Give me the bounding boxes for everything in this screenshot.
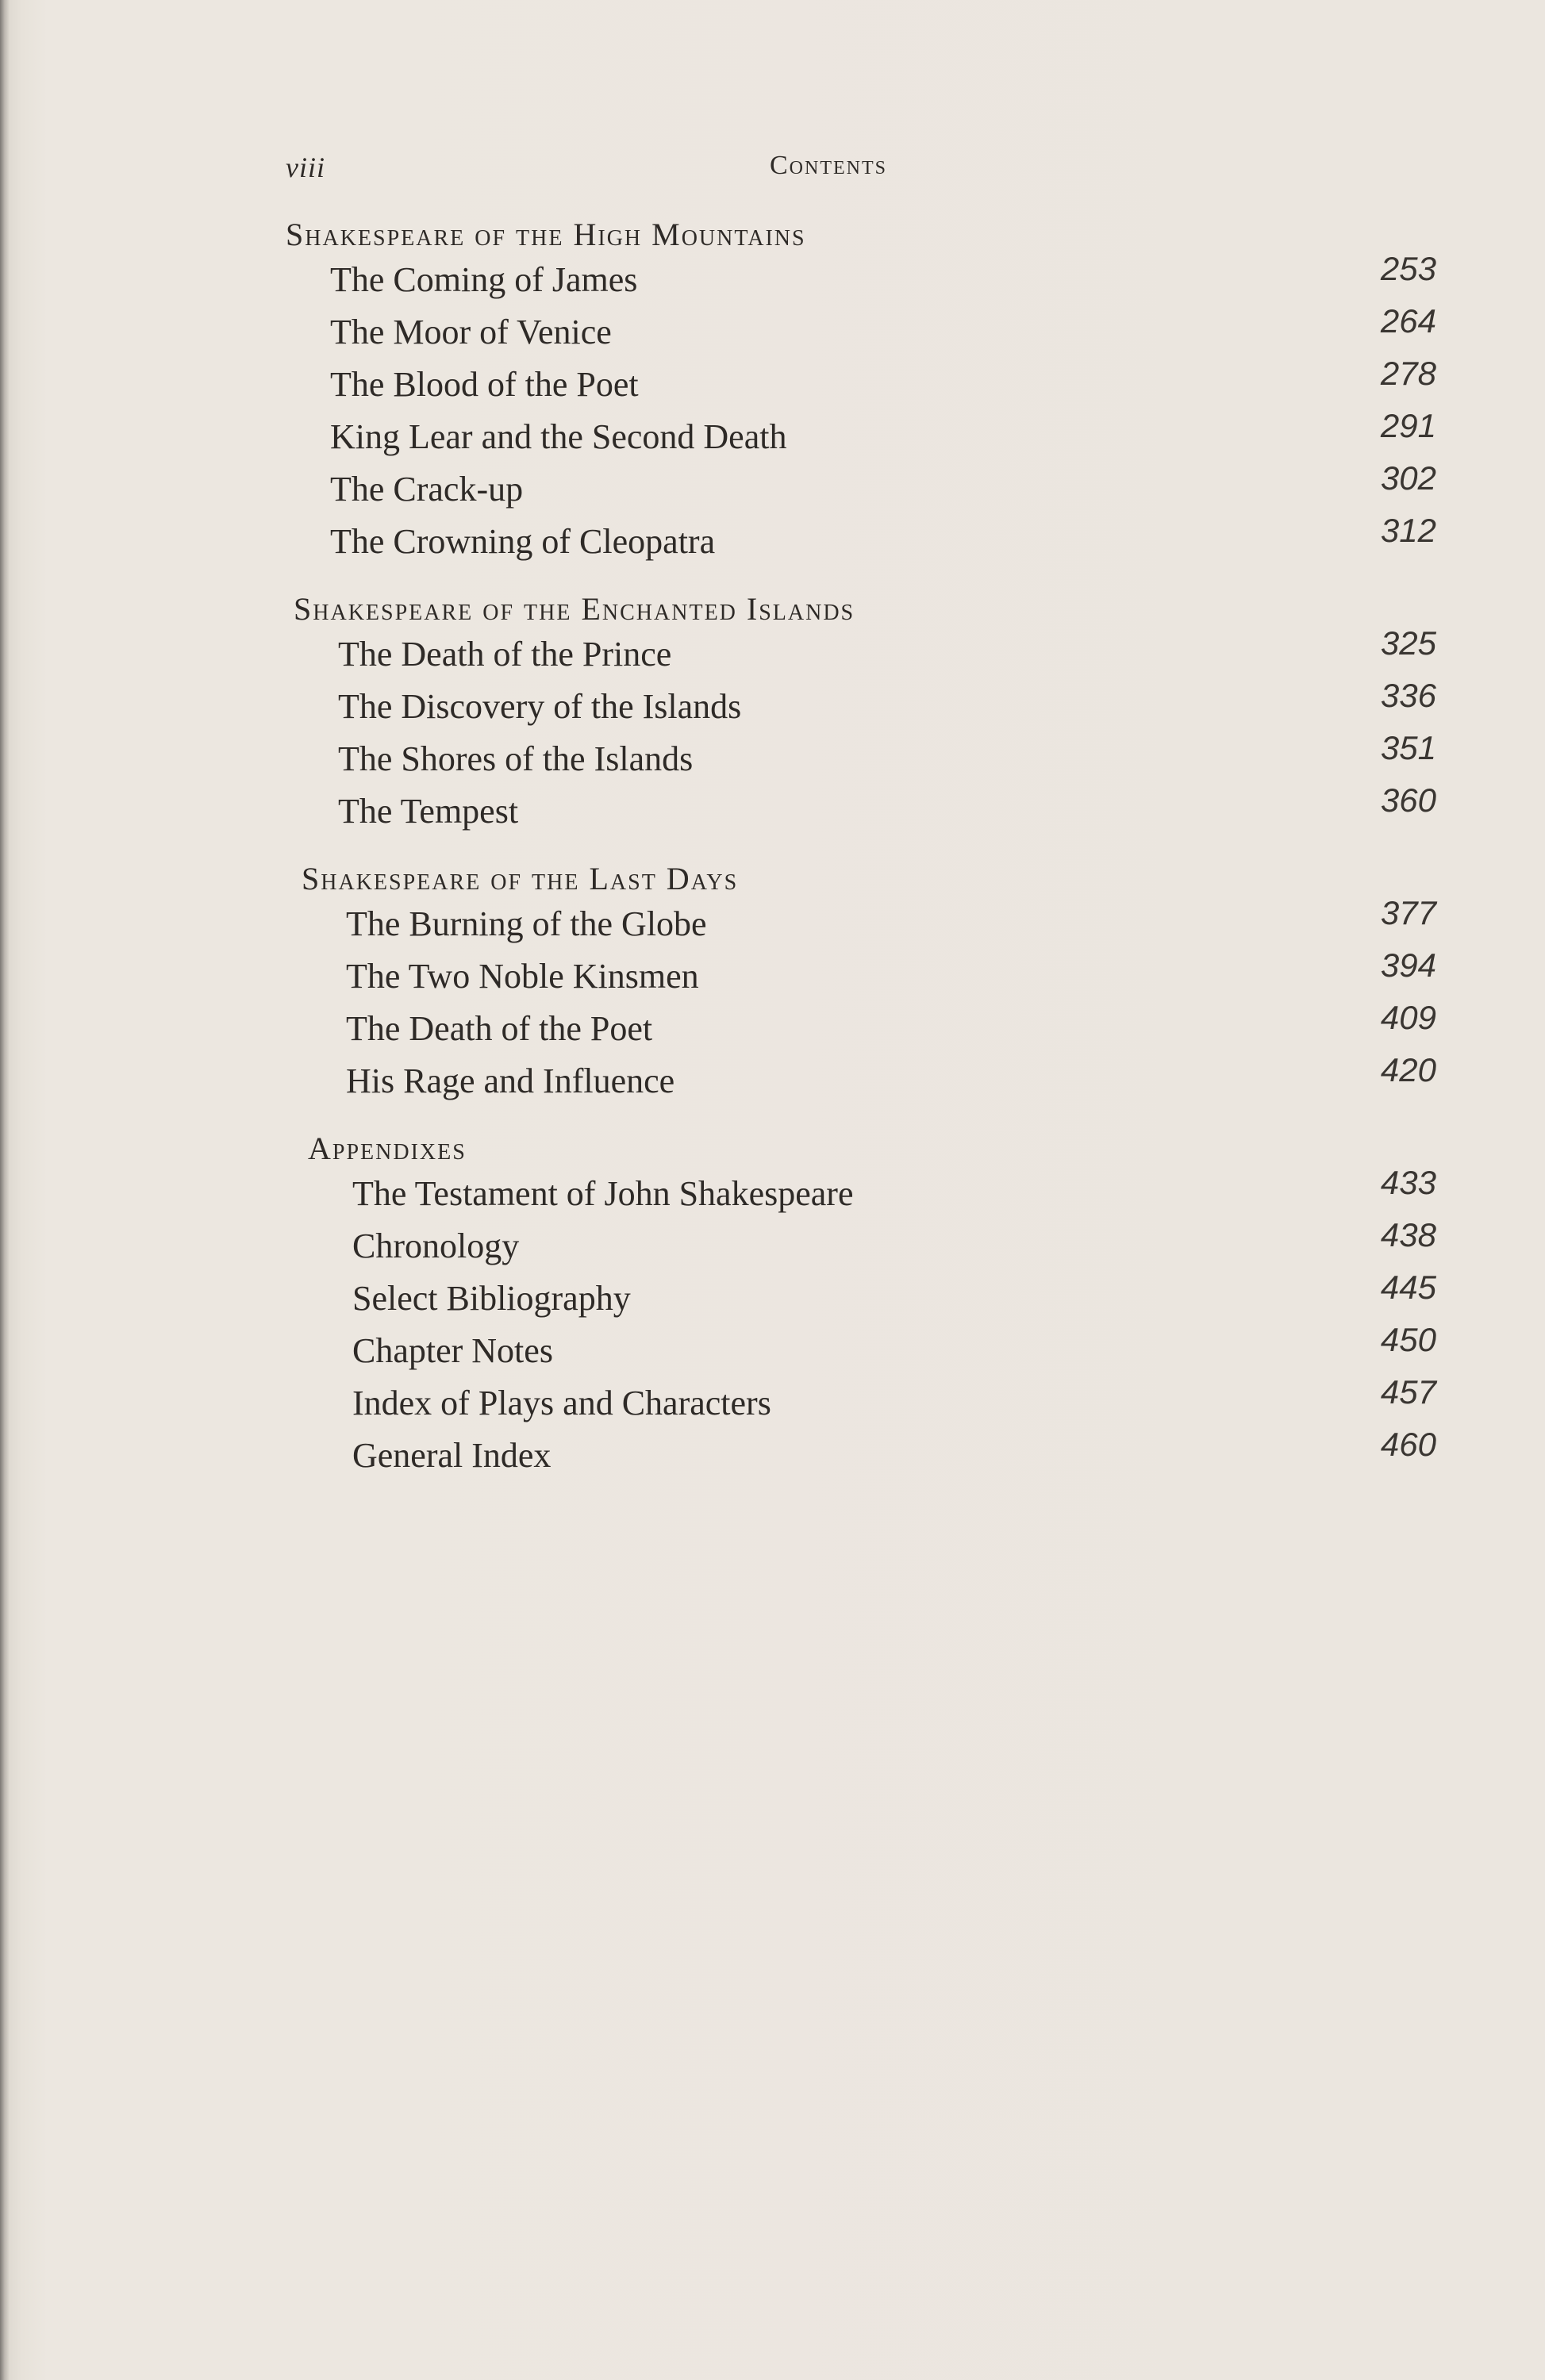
toc-entry[interactable] (294, 729, 1436, 785)
entry-page-number: 302 (1380, 459, 1436, 497)
toc-entry[interactable] (302, 946, 1436, 1003)
toc-entry[interactable] (302, 1051, 1436, 1107)
toc-entry[interactable] (308, 1321, 1436, 1377)
toc-entry[interactable] (286, 250, 1436, 306)
section-heading: Appendixes (308, 1130, 467, 1166)
toc-entry[interactable] (308, 1373, 1436, 1430)
entry-title: The Moor of Venice (330, 313, 612, 351)
section-heading: Shakespeare of the High Mountains (286, 217, 806, 252)
entry-title: The Burning of the Globe (346, 904, 707, 943)
entry-page-number: 394 (1380, 946, 1436, 984)
toc-entry[interactable] (302, 999, 1436, 1055)
entry-title: King Lear and the Second Death (330, 417, 787, 456)
entry-title: The Tempest (338, 792, 519, 831)
entry-title: The Death of the Prince (338, 635, 672, 674)
toc-entry[interactable] (294, 781, 1436, 838)
entry-page-number: 460 (1380, 1426, 1436, 1463)
toc-section-last-days (302, 860, 1436, 1107)
entry-page-number: 336 (1380, 677, 1436, 714)
entry-page-number: 325 (1380, 624, 1436, 662)
entry-title: The Two Noble Kinsmen (346, 957, 699, 996)
entry-page-number: 409 (1380, 999, 1436, 1036)
entry-page-number: 457 (1380, 1373, 1436, 1411)
entry-title: The Discovery of the Islands (338, 687, 742, 726)
page-binding-edge (0, 0, 10, 2380)
entry-page-number: 278 (1380, 355, 1436, 392)
section-heading: Shakespeare of the Last Days (302, 861, 739, 896)
toc-entry[interactable] (286, 302, 1436, 359)
entry-title: The Testament of John Shakespeare (352, 1174, 854, 1213)
entry-page-number: 264 (1380, 302, 1436, 340)
entry-page-number: 445 (1380, 1269, 1436, 1306)
entry-page-number: 420 (1380, 1051, 1436, 1088)
entry-page-number: 438 (1380, 1216, 1436, 1253)
toc-section-appendixes (308, 1130, 1436, 1482)
toc-entry[interactable] (308, 1164, 1436, 1220)
section-heading: Shakespeare of the Enchanted Islands (294, 591, 855, 627)
toc-entry[interactable] (286, 407, 1436, 463)
toc-entry[interactable] (294, 624, 1436, 681)
toc-entry[interactable] (286, 459, 1436, 516)
toc-entry[interactable] (308, 1269, 1436, 1325)
entry-page-number: 351 (1380, 729, 1436, 766)
entry-title: Chronology (352, 1226, 520, 1265)
entry-title: The Blood of the Poet (330, 365, 639, 404)
toc-entry[interactable] (286, 355, 1436, 411)
running-title: Contents (770, 151, 888, 180)
toc-entry[interactable] (308, 1216, 1436, 1273)
entry-page-number: 360 (1380, 781, 1436, 819)
entry-page-number: 450 (1380, 1321, 1436, 1358)
toc-section-enchanted-islands (294, 590, 1436, 838)
toc-entry[interactable] (294, 677, 1436, 733)
entry-title: Select Bibliography (352, 1279, 631, 1318)
entry-title: The Shores of the Islands (338, 739, 694, 778)
entry-title: Chapter Notes (352, 1331, 553, 1370)
toc-entry[interactable] (302, 894, 1436, 950)
entry-page-number: 312 (1380, 512, 1436, 549)
entry-page-number: 253 (1380, 250, 1436, 287)
entry-title: The Death of the Poet (346, 1009, 653, 1048)
toc-entry[interactable] (286, 512, 1436, 568)
toc-section-high-mountains (286, 216, 1436, 568)
entry-title: The Crowning of Cleopatra (330, 522, 716, 561)
entry-page-number: 291 (1380, 407, 1436, 444)
running-head (286, 151, 1412, 182)
entry-page-number: 377 (1380, 894, 1436, 931)
toc-entry[interactable] (308, 1426, 1436, 1482)
entry-title: General Index (352, 1436, 552, 1475)
page-number: viii (286, 152, 325, 183)
entry-title: Index of Plays and Characters (352, 1384, 771, 1422)
entry-title: His Rage and Influence (346, 1061, 675, 1100)
entry-title: The Crack-up (330, 470, 524, 509)
entry-page-number: 433 (1380, 1164, 1436, 1201)
entry-title: The Coming of James (330, 260, 638, 299)
table-of-contents (286, 216, 1436, 1504)
